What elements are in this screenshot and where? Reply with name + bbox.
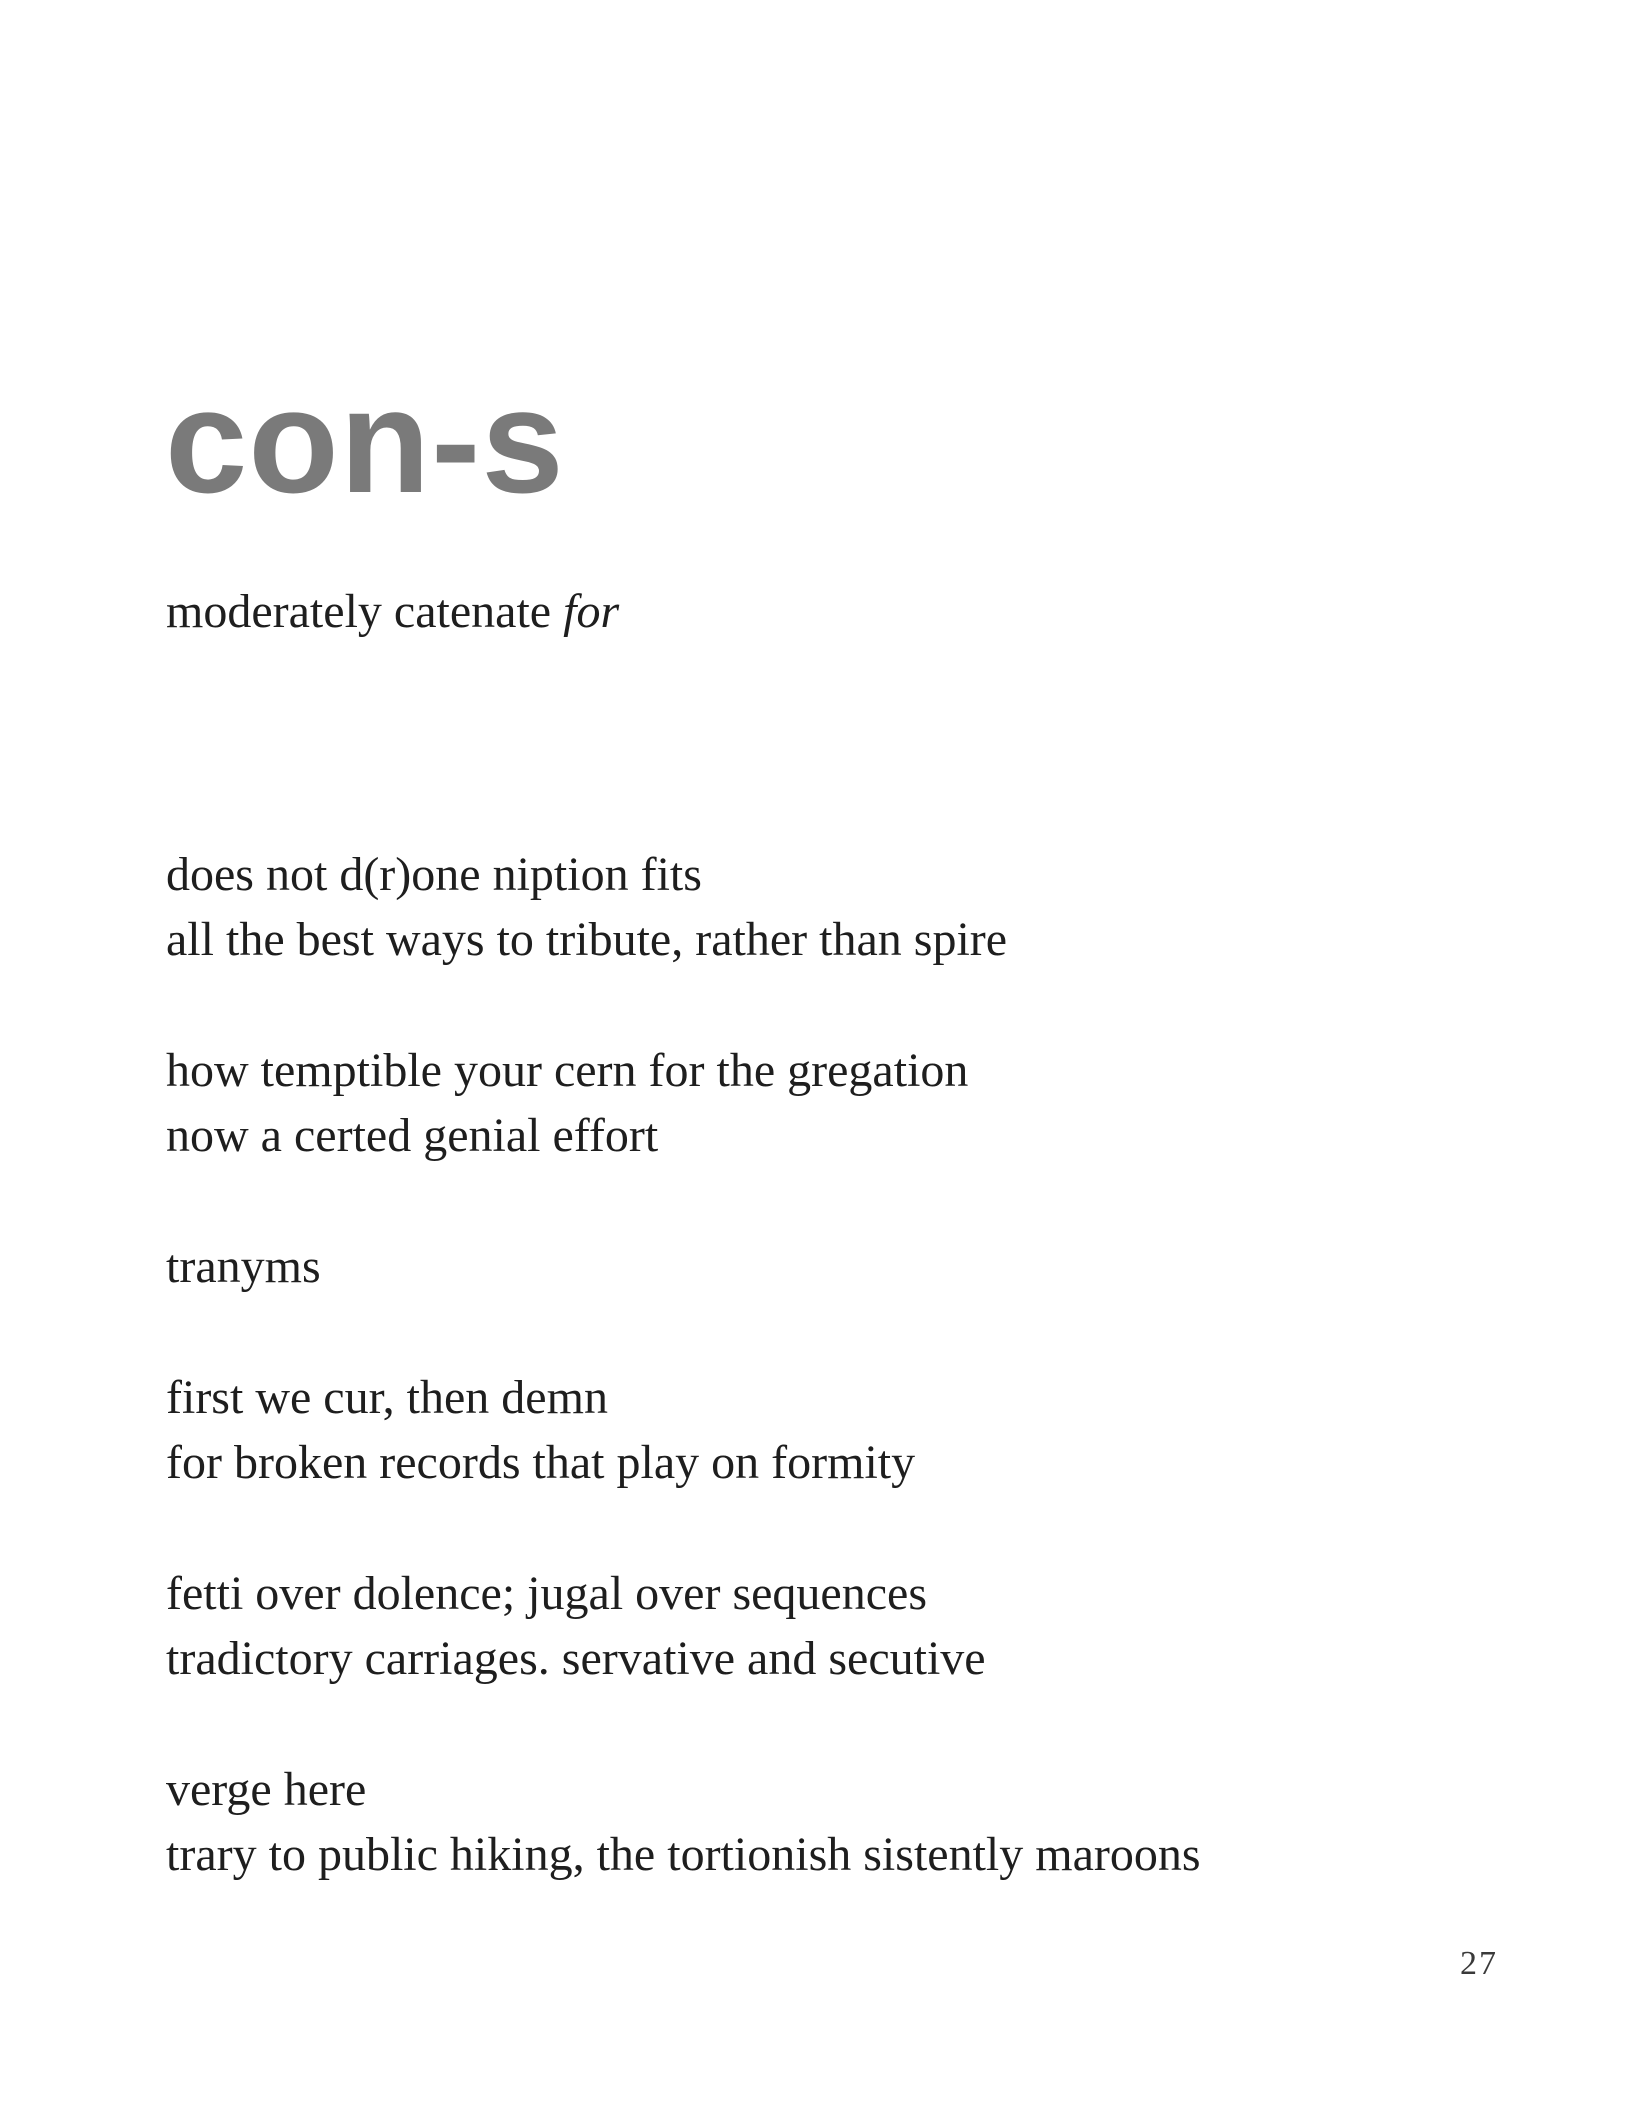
- poem-line: first we cur, then demn: [166, 1371, 608, 1424]
- poem-line: trary to public hiking, the tortionish sistently maroons: [166, 1828, 1201, 1881]
- stanza-2: [166, 1038, 1546, 1168]
- poem-line: fetti over dolence; jugal over sequences: [166, 1567, 928, 1620]
- poem-line: tranyms: [166, 1240, 321, 1293]
- poem-line: all the best ways to tribute, rather than spire: [166, 913, 1008, 966]
- subtitle-italic-word: for: [563, 585, 620, 638]
- poem-line: verge here: [166, 1763, 367, 1816]
- stanza-6: [166, 1757, 1546, 1887]
- stanza-5: [166, 1561, 1546, 1691]
- poem-line: for broken records that play on formity: [166, 1436, 916, 1489]
- stanza-1: [166, 842, 1546, 972]
- poem-subtitle: [166, 582, 619, 642]
- poem-line: how temptible your cern for the gregation: [166, 1044, 969, 1097]
- poem-title: con-s: [165, 359, 565, 524]
- poem-line: now a certed genial effort: [166, 1109, 659, 1162]
- poem-line: tradictory carriages. servative and secutive: [166, 1632, 986, 1685]
- subtitle-text: moderately catenate: [166, 585, 552, 638]
- stanza-4: [166, 1365, 1546, 1495]
- poem-line: does not d(r)one niption fits: [166, 848, 702, 901]
- stanza-3: [166, 1234, 1546, 1299]
- page-number: 27: [1460, 1945, 1498, 1982]
- poem-body: [166, 842, 1546, 1953]
